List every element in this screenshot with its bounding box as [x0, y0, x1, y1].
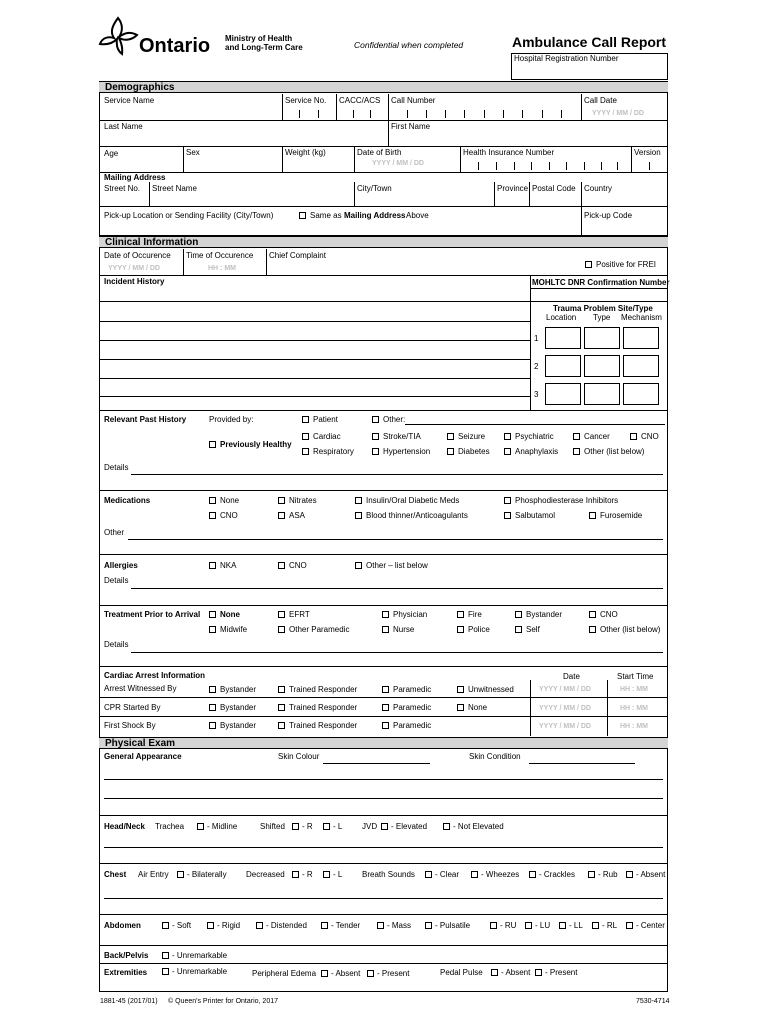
trauma-1-type[interactable]: [584, 327, 620, 349]
abd-pulsatile-checkbox[interactable]: [425, 922, 432, 929]
treat-cno-checkbox[interactable]: [589, 611, 596, 618]
air-entry-bilateral-checkbox[interactable]: [177, 871, 184, 878]
fire-checkbox[interactable]: [457, 611, 464, 618]
med-other-label: Other: [104, 528, 125, 537]
service-name-label: Service Name: [104, 96, 155, 105]
edema-absent-checkbox[interactable]: [321, 970, 328, 977]
breath-clear-checkbox[interactable]: [425, 871, 432, 878]
head-neck-label: Head/Neck: [104, 822, 145, 831]
cpr-none-checkbox[interactable]: [457, 704, 464, 711]
chest-label: Chest: [104, 870, 127, 879]
same-as-label-b: Mailing Address: [344, 211, 406, 220]
cpr-none-label: None: [468, 703, 488, 712]
treat-bystander-checkbox[interactable]: [515, 611, 522, 618]
shifted-r-label: - R: [302, 822, 313, 831]
diabetes-label: Diabetes: [458, 447, 490, 456]
cancer-checkbox[interactable]: [573, 433, 580, 440]
midwife-label: Midwife: [220, 625, 248, 634]
treat-none-checkbox[interactable]: [209, 611, 216, 618]
respiratory-label: Respiratory: [313, 447, 354, 456]
abd-lu-checkbox[interactable]: [525, 922, 532, 929]
decreased-r-checkbox[interactable]: [292, 871, 299, 878]
shifted-label: Shifted: [260, 822, 285, 831]
breath-crackles-checkbox[interactable]: [529, 871, 536, 878]
allergy-details-label: Details: [104, 576, 129, 585]
blood-thinner-label: Blood thinner/Anticoagulants: [366, 511, 468, 520]
abd-rigid-checkbox[interactable]: [207, 922, 214, 929]
shock-bystander-label: Bystander: [220, 721, 257, 730]
first-shock-label: First Shock By: [104, 721, 156, 730]
asa-label: ASA: [289, 511, 306, 520]
other-paramedic-label: Other Paramedic: [289, 625, 350, 634]
street-no-label: Street No.: [104, 184, 141, 193]
clinical-header: Clinical Information: [99, 236, 668, 248]
edema-present-label: - Present: [377, 969, 410, 978]
shifted-l-label: - L: [333, 822, 343, 831]
abd-distended-checkbox[interactable]: [256, 922, 263, 929]
provided-by-other-checkbox[interactable]: [372, 416, 379, 423]
physician-checkbox[interactable]: [382, 611, 389, 618]
provided-by-other-label: Other:: [383, 415, 406, 424]
health-insurance-label: Health Insurance Number: [463, 148, 555, 157]
hypertension-label: Hypertension: [383, 447, 431, 456]
shifted-l-checkbox[interactable]: [323, 823, 330, 830]
trachea-midline-checkbox[interactable]: [197, 823, 204, 830]
service-no-label: Service No.: [285, 96, 327, 105]
cpr-bystander-label: Bystander: [220, 703, 257, 712]
general-appearance-label: General Appearance: [104, 752, 182, 761]
cardiac-label: Cardiac: [313, 432, 341, 441]
extremities-label: Extremities: [104, 968, 148, 977]
pde-inhibitors-checkbox[interactable]: [504, 497, 511, 504]
stroke-label: Stroke/TIA: [383, 432, 421, 441]
jvd-elevated-checkbox[interactable]: [381, 823, 388, 830]
allergy-other-label: Other – list below: [366, 561, 428, 570]
version-label: Version: [634, 148, 661, 157]
witnessed-trained-checkbox[interactable]: [278, 686, 285, 693]
abd-ru-label: - RU: [500, 921, 517, 930]
shock-bystander-checkbox[interactable]: [209, 722, 216, 729]
ontario-trillium-logo: [98, 16, 140, 56]
med-cno-label: CNO: [220, 511, 238, 520]
anaphylaxis-label: Anaphylaxis: [515, 447, 559, 456]
extremities-unremarkable-label: - Unremarkable: [172, 967, 228, 976]
treat-other-label: Other (list below): [600, 625, 661, 634]
breath-clear-label: - Clear: [435, 870, 460, 879]
shock-paramedic-label: Paramedic: [393, 721, 432, 730]
pickup-code-label: Pick-up Code: [584, 211, 633, 220]
seizure-checkbox[interactable]: [447, 433, 454, 440]
decreased-r-label: - R: [302, 870, 313, 879]
hospital-registration-label: Hospital Registration Number: [514, 54, 619, 63]
shock-time-placeholder: HH : MM: [620, 723, 648, 730]
treatment-details-label: Details: [104, 640, 129, 649]
hypertension-checkbox[interactable]: [372, 448, 379, 455]
trauma-location-label: Location: [546, 313, 577, 322]
pulse-absent-label: - Absent: [501, 968, 531, 977]
trauma-type-label: Type: [593, 313, 611, 322]
treatment-label: Treatment Prior to Arrival: [104, 610, 201, 619]
shock-paramedic-checkbox[interactable]: [382, 722, 389, 729]
breath-absent-label: - Absent: [636, 870, 666, 879]
decreased-label: Decreased: [246, 870, 285, 879]
abd-tender-label: - Tender: [331, 921, 361, 930]
dnr-label: MOHLTC DNR Confirmation Number: [532, 278, 670, 287]
cpr-trained-checkbox[interactable]: [278, 704, 285, 711]
med-cno-checkbox[interactable]: [209, 512, 216, 519]
witnessed-bystander-checkbox[interactable]: [209, 686, 216, 693]
provided-by-label: Provided by:: [209, 415, 254, 424]
provided-by-patient-checkbox[interactable]: [302, 416, 309, 423]
blood-thinner-checkbox[interactable]: [355, 512, 362, 519]
salbutamol-label: Salbutamol: [515, 511, 556, 520]
first-name-field[interactable]: [390, 132, 667, 145]
midwife-checkbox[interactable]: [209, 626, 216, 633]
back-unremarkable-checkbox[interactable]: [162, 952, 169, 959]
history-details-label: Details: [104, 463, 129, 472]
history-cno-checkbox[interactable]: [630, 433, 637, 440]
cpr-started-label: CPR Started By: [104, 703, 161, 712]
same-as-label-c: Above: [406, 211, 429, 220]
form-code: 7530-4714: [636, 998, 670, 1005]
cpr-date-placeholder: YYYY / MM / DD: [539, 705, 591, 712]
frei-checkbox[interactable]: [585, 261, 592, 268]
nurse-checkbox[interactable]: [382, 626, 389, 633]
dob-placeholder: YYYY / MM / DD: [372, 160, 424, 167]
nka-checkbox[interactable]: [209, 562, 216, 569]
insulin-label: Insulin/Oral Diabetic Meds: [366, 496, 460, 505]
abd-mass-checkbox[interactable]: [377, 922, 384, 929]
arrest-witnessed-label: Arrest Witnessed By: [104, 684, 177, 693]
trauma-1-mechanism[interactable]: [623, 327, 659, 349]
physician-label: Physician: [393, 610, 428, 619]
abd-rl-checkbox[interactable]: [592, 922, 599, 929]
cardiac-start-time-label: Start Time: [617, 672, 654, 681]
breath-absent-checkbox[interactable]: [626, 871, 633, 878]
form-title: Ambulance Call Report: [512, 34, 667, 50]
back-unremarkable-label: - Unremarkable: [172, 951, 228, 960]
same-as-mailing-checkbox[interactable]: [299, 212, 306, 219]
diabetes-checkbox[interactable]: [447, 448, 454, 455]
time-of-occurence-label: Time of Occurence: [186, 251, 254, 260]
sex-label: Sex: [186, 148, 200, 157]
call-date-placeholder: YYYY / MM / DD: [592, 110, 644, 117]
trauma-row-3: 3: [534, 390, 539, 399]
trachea-label: Trachea: [155, 822, 185, 831]
history-cno-label: CNO: [641, 432, 659, 441]
allergy-cno-label: CNO: [289, 561, 307, 570]
province-label: Province: [497, 184, 529, 193]
city-label: City/Town: [357, 184, 392, 193]
self-label: Self: [526, 625, 540, 634]
form-number: 1881-45 (2017/01): [100, 998, 158, 1005]
abd-soft-label: - Soft: [172, 921, 192, 930]
breath-rub-checkbox[interactable]: [588, 871, 595, 878]
physical-exam-header: Physical Exam: [99, 737, 668, 749]
trachea-midline-label: - Midline: [207, 822, 238, 831]
witnessed-bystander-label: Bystander: [220, 685, 257, 694]
salbutamol-checkbox[interactable]: [504, 512, 511, 519]
abdomen-label: Abdomen: [104, 921, 141, 930]
jvd-elevated-label: - Elevated: [391, 822, 428, 831]
previously-healthy-checkbox[interactable]: [209, 441, 216, 448]
cpr-bystander-checkbox[interactable]: [209, 704, 216, 711]
cardiac-checkbox[interactable]: [302, 433, 309, 440]
seizure-label: Seizure: [458, 432, 486, 441]
ministry-line-1: Ministry of Health: [225, 34, 293, 43]
skin-colour-label: Skin Colour: [278, 752, 320, 761]
treat-cno-label: CNO: [600, 610, 618, 619]
furosemide-label: Furosemide: [600, 511, 643, 520]
air-entry-bilateral-label: - Bilaterally: [187, 870, 227, 879]
abd-center-checkbox[interactable]: [626, 922, 633, 929]
same-as-label-a: Same as: [310, 211, 342, 220]
too-placeholder: HH : MM: [208, 265, 236, 272]
last-name-field[interactable]: [101, 132, 387, 145]
frei-label: Positive for FREI: [596, 260, 657, 269]
copyright: © Queen's Printer for Ontario, 2017: [168, 998, 278, 1005]
abd-rl-label: - RL: [602, 921, 618, 930]
edema-absent-label: - Absent: [331, 969, 361, 978]
cpr-time-placeholder: HH : MM: [620, 705, 648, 712]
trauma-3-mechanism[interactable]: [623, 383, 659, 405]
jvd-label: JVD: [362, 822, 378, 831]
cacc-label: CACC/ACS: [339, 96, 381, 105]
past-history-label: Relevant Past History: [104, 415, 187, 424]
trauma-mechanism-label: Mechanism: [621, 313, 662, 322]
efrt-label: EFRT: [289, 610, 310, 619]
med-none-label: None: [220, 496, 240, 505]
edema-present-checkbox[interactable]: [367, 970, 374, 977]
date-of-occurence-label: Date of Occurence: [104, 251, 171, 260]
cpr-paramedic-label: Paramedic: [393, 703, 432, 712]
abd-distended-label: - Distended: [266, 921, 307, 930]
police-checkbox[interactable]: [457, 626, 464, 633]
call-number-label: Call Number: [391, 96, 436, 105]
doo-placeholder: YYYY / MM / DD: [108, 265, 160, 272]
demographics-header: Demographics: [99, 81, 668, 93]
weight-label: Weight (kg): [285, 148, 326, 157]
treat-bystander-label: Bystander: [526, 610, 563, 619]
abd-ru-checkbox[interactable]: [490, 922, 497, 929]
witnessed-paramedic-label: Paramedic: [393, 685, 432, 694]
pulse-present-checkbox[interactable]: [535, 969, 542, 976]
provided-by-patient-label: Patient: [313, 415, 338, 424]
pulse-present-label: - Present: [545, 968, 578, 977]
abd-mass-label: - Mass: [387, 921, 411, 930]
trauma-2-mechanism[interactable]: [623, 355, 659, 377]
cpr-paramedic-checkbox[interactable]: [382, 704, 389, 711]
skin-condition-label: Skin Condition: [469, 752, 521, 761]
shock-trained-checkbox[interactable]: [278, 722, 285, 729]
trauma-row-2: 2: [534, 362, 539, 371]
incident-history-field[interactable]: [101, 302, 529, 408]
arrest-date-placeholder: YYYY / MM / DD: [539, 686, 591, 693]
age-label: Age: [104, 149, 119, 158]
shock-date-placeholder: YYYY / MM / DD: [539, 723, 591, 730]
cancer-label: Cancer: [584, 432, 610, 441]
history-other-label: Other (list below): [584, 447, 645, 456]
allergy-cno-checkbox[interactable]: [278, 562, 285, 569]
efrt-checkbox[interactable]: [278, 611, 285, 618]
abd-pulsatile-label: - Pulsatile: [435, 921, 471, 930]
trauma-3-type[interactable]: [584, 383, 620, 405]
incident-history-label: Incident History: [104, 277, 165, 286]
unwitnessed-checkbox[interactable]: [457, 686, 464, 693]
breath-wheezes-label: - Wheezes: [481, 870, 520, 879]
jvd-not-elevated-label: - Not Elevated: [453, 822, 504, 831]
trauma-2-type[interactable]: [584, 355, 620, 377]
self-checkbox[interactable]: [515, 626, 522, 633]
trauma-3-location[interactable]: [545, 383, 581, 405]
decreased-l-label: - L: [333, 870, 343, 879]
ministry-line-2: and Long-Term Care: [225, 43, 303, 52]
medications-label: Medications: [104, 496, 151, 505]
service-name-field[interactable]: [101, 108, 281, 120]
call-number-field[interactable]: [390, 108, 580, 120]
abd-ll-label: - LL: [569, 921, 583, 930]
jvd-not-elevated-checkbox[interactable]: [443, 823, 450, 830]
abd-center-label: - Center: [636, 921, 665, 930]
street-name-label: Street Name: [152, 184, 197, 193]
dob-label: Date of Birth: [357, 148, 402, 157]
last-name-label: Last Name: [104, 122, 143, 131]
breath-sounds-label: Breath Sounds: [362, 870, 415, 879]
postal-code-label: Postal Code: [532, 184, 576, 193]
trauma-row-1: 1: [534, 334, 539, 343]
abd-lu-label: - LU: [535, 921, 551, 930]
psychiatric-checkbox[interactable]: [504, 433, 511, 440]
first-name-label: First Name: [391, 122, 431, 131]
med-none-checkbox[interactable]: [209, 497, 216, 504]
witnessed-trained-label: Trained Responder: [289, 685, 358, 694]
history-other-checkbox[interactable]: [573, 448, 580, 455]
nka-label: NKA: [220, 561, 237, 570]
respiratory-checkbox[interactable]: [302, 448, 309, 455]
asa-checkbox[interactable]: [278, 512, 285, 519]
pulse-absent-checkbox[interactable]: [491, 969, 498, 976]
allergies-label: Allergies: [104, 561, 138, 570]
breath-crackles-label: - Crackles: [539, 870, 576, 879]
trauma-label: Trauma Problem Site/Type: [553, 304, 653, 313]
witnessed-paramedic-checkbox[interactable]: [382, 686, 389, 693]
shifted-r-checkbox[interactable]: [292, 823, 299, 830]
police-label: Police: [468, 625, 490, 634]
fire-label: Fire: [468, 610, 482, 619]
arrest-time-placeholder: HH : MM: [620, 686, 648, 693]
decreased-l-checkbox[interactable]: [323, 871, 330, 878]
nitrates-label: Nitrates: [289, 496, 317, 505]
treat-other-checkbox[interactable]: [589, 626, 596, 633]
back-pelvis-label: Back/Pelvis: [104, 951, 149, 960]
call-date-label: Call Date: [584, 96, 617, 105]
other-paramedic-checkbox[interactable]: [278, 626, 285, 633]
mailing-address-label: Mailing Address: [104, 173, 166, 182]
air-entry-label: Air Entry: [138, 870, 169, 879]
peripheral-edema-label: Peripheral Edema: [252, 969, 317, 978]
treat-none-label: None: [220, 610, 240, 619]
country-label: Country: [584, 184, 613, 193]
trauma-1-location[interactable]: [545, 327, 581, 349]
abd-ll-checkbox[interactable]: [559, 922, 566, 929]
breath-rub-label: - Rub: [598, 870, 618, 879]
unwitnessed-label: Unwitnessed: [468, 685, 514, 694]
abd-rigid-label: - Rigid: [217, 921, 241, 930]
abd-soft-checkbox[interactable]: [162, 922, 169, 929]
confidential-note: Confidential when completed: [354, 40, 464, 50]
abd-tender-checkbox[interactable]: [321, 922, 328, 929]
psychiatric-label: Psychiatric: [515, 432, 554, 441]
previously-healthy-label: Previously Healthy: [220, 440, 292, 449]
extremities-unremarkable-checkbox[interactable]: [162, 968, 169, 975]
nitrates-checkbox[interactable]: [278, 497, 285, 504]
brand-name: Ontario: [139, 35, 211, 57]
pedal-pulse-label: Pedal Pulse: [440, 968, 483, 977]
insulin-checkbox[interactable]: [355, 497, 362, 504]
furosemide-checkbox[interactable]: [589, 512, 596, 519]
trauma-2-location[interactable]: [545, 355, 581, 377]
pde-inhibitors-label: Phosphodiesterase Inhibitors: [515, 496, 619, 505]
pickup-location-label: Pick-up Location or Sending Facility (City/Town): [104, 211, 274, 220]
cardiac-arrest-label: Cardiac Arrest Information: [104, 671, 206, 680]
shock-trained-label: Trained Responder: [289, 721, 358, 730]
chief-complaint-label: Chief Complaint: [269, 251, 326, 260]
anaphylaxis-checkbox[interactable]: [504, 448, 511, 455]
breath-wheezes-checkbox[interactable]: [471, 871, 478, 878]
allergy-other-checkbox[interactable]: [355, 562, 362, 569]
cardiac-date-label: Date: [563, 672, 580, 681]
stroke-checkbox[interactable]: [372, 433, 379, 440]
nurse-label: Nurse: [393, 625, 415, 634]
cpr-trained-label: Trained Responder: [289, 703, 358, 712]
